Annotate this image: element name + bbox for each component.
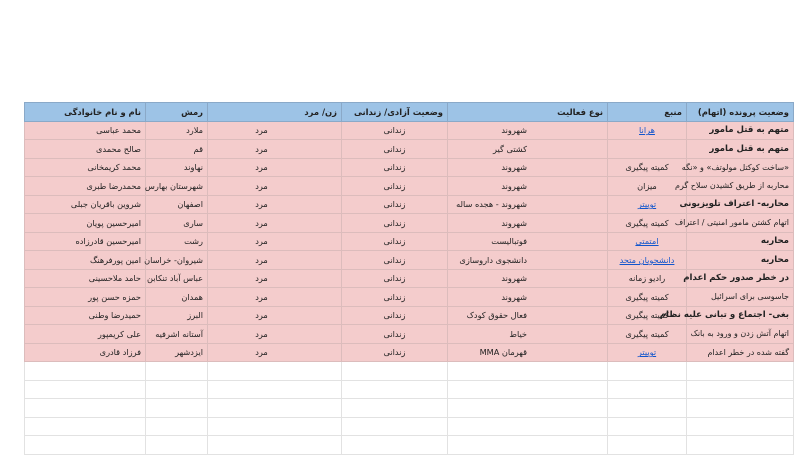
cell-activity[interactable]: شهروند <box>448 214 608 233</box>
cell-city[interactable]: ملارد <box>146 121 208 140</box>
cell-accusation[interactable]: «ساخت کوکتل مولوتف» و «نگه <box>687 158 794 177</box>
cell-city[interactable]: ایزدشهر <box>146 343 208 362</box>
cell-name[interactable]: محمد عباسی <box>25 121 146 140</box>
table-row <box>25 269 794 288</box>
cell-name[interactable]: شروین باقریان جبلی <box>25 195 146 214</box>
cell-accusation[interactable]: محاربه <box>687 232 794 251</box>
cell-status[interactable]: زندانی <box>342 269 448 288</box>
header-row <box>25 103 794 122</box>
empty-cell[interactable] <box>448 399 608 418</box>
cell-activity[interactable]: دانشجوی داروسازی <box>448 251 608 270</box>
empty-cell[interactable] <box>342 417 448 436</box>
cell-gender[interactable]: مرد <box>208 177 342 196</box>
table-row <box>25 232 794 251</box>
cell-status[interactable]: زندانی <box>342 121 448 140</box>
cell-activity[interactable]: کشتی گیر <box>448 140 608 159</box>
cell-activity[interactable]: شهروند <box>448 158 608 177</box>
cell-status[interactable]: زندانی <box>342 251 448 270</box>
cell-name[interactable]: صالح محمدی <box>25 140 146 159</box>
empty-row <box>25 362 794 381</box>
cell-status[interactable]: زندانی <box>342 288 448 307</box>
cell-accusation[interactable]: اتهام آتش زدن و ورود به بانک <box>687 325 794 344</box>
empty-cell[interactable] <box>25 399 146 418</box>
cell-status[interactable]: زندانی <box>342 325 448 344</box>
cell-name[interactable]: علی کریمپور <box>25 325 146 344</box>
empty-cell[interactable] <box>25 362 146 381</box>
empty-cell[interactable] <box>342 399 448 418</box>
cell-status[interactable]: زندانی <box>342 177 448 196</box>
source-link[interactable]: توییتر <box>637 347 657 358</box>
cell-source[interactable]: کمیته پیگیری <box>608 306 687 325</box>
cell-name[interactable]: حمزه حسن پور <box>25 288 146 307</box>
header-name[interactable]: نام و نام خانوادگی <box>25 103 146 122</box>
cell-source[interactable] <box>608 251 687 270</box>
cell-status[interactable]: زندانی <box>342 214 448 233</box>
cell-name[interactable]: امیرحسین پویان <box>25 214 146 233</box>
cell-accusation[interactable]: گفته شده در خطر اعدام <box>687 343 794 362</box>
cell-source[interactable]: کمیته پیگیری <box>608 325 687 344</box>
cell-accusation[interactable]: متهم به قتل مامور <box>687 121 794 140</box>
cell-activity[interactable]: شهروند <box>448 288 608 307</box>
empty-cell[interactable] <box>448 417 608 436</box>
cell-status[interactable]: زندانی <box>342 140 448 159</box>
table-row <box>25 214 794 233</box>
header-city[interactable]: رمش <box>146 103 208 122</box>
table-row <box>25 306 794 325</box>
cell-source[interactable]: کمیته پیگیری <box>608 288 687 307</box>
cell-accusation[interactable]: محاربه <box>687 251 794 270</box>
empty-cell[interactable] <box>687 399 794 418</box>
cell-name[interactable]: حامد ملاحسینی <box>25 269 146 288</box>
empty-row <box>25 399 794 418</box>
cell-gender[interactable]: مرد <box>208 232 342 251</box>
empty-cell[interactable] <box>448 362 608 381</box>
cell-activity[interactable]: شهروند <box>448 269 608 288</box>
table-row <box>25 158 794 177</box>
header-gender[interactable]: زن/ مرد <box>208 103 342 122</box>
empty-cell[interactable] <box>608 362 687 381</box>
cell-activity[interactable]: خیاط <box>448 325 608 344</box>
empty-cell[interactable] <box>208 399 342 418</box>
empty-cell[interactable] <box>208 417 342 436</box>
empty-cell[interactable] <box>146 399 208 418</box>
cell-source[interactable] <box>608 232 687 251</box>
cell-source[interactable] <box>608 343 687 362</box>
cell-activity[interactable]: فعال حقوق کودک <box>448 306 608 325</box>
cell-city[interactable]: عباس آباد تنکابن <box>146 269 208 288</box>
cell-source[interactable] <box>608 140 687 159</box>
cell-city[interactable]: ساری <box>146 214 208 233</box>
cell-city[interactable]: شیروان- خراسان <box>146 251 208 270</box>
cell-name[interactable]: امیرحسین قادرزاده <box>25 232 146 251</box>
spreadsheet-table <box>24 102 794 455</box>
empty-cell[interactable] <box>25 436 146 455</box>
table-row <box>25 195 794 214</box>
empty-cell[interactable] <box>342 436 448 455</box>
cell-name[interactable]: امین پورفرهنگ <box>25 251 146 270</box>
empty-cell[interactable] <box>146 380 208 399</box>
cell-accusation[interactable]: بغی- اجتماع و تبانی علیه نظام <box>687 306 794 325</box>
cell-city[interactable]: همدان <box>146 288 208 307</box>
header-activity[interactable]: نوع فعالیت <box>448 103 608 122</box>
cell-status[interactable]: زندانی <box>342 195 448 214</box>
cell-source[interactable]: کمیته پیگیری <box>608 214 687 233</box>
cell-accusation[interactable]: در خطر صدور حکم اعدام <box>687 269 794 288</box>
source-link[interactable]: دانشجویان متحد <box>619 254 675 265</box>
table-row <box>25 288 794 307</box>
empty-cell[interactable] <box>208 380 342 399</box>
table-row <box>25 177 794 196</box>
empty-cell[interactable] <box>608 380 687 399</box>
cell-activity[interactable]: فوتبالیست <box>448 232 608 251</box>
cell-accusation[interactable]: جاسوسی برای اسرائیل <box>687 288 794 307</box>
header-accusation[interactable]: وضعیت پرونده (اتهام) <box>687 103 794 122</box>
cell-city[interactable]: اصفهان <box>146 195 208 214</box>
empty-row <box>25 417 794 436</box>
cell-name[interactable]: حمیدرضا وطنی <box>25 306 146 325</box>
empty-cell[interactable] <box>608 436 687 455</box>
cell-accusation[interactable]: محاربه- اعتراف تلویزیونی <box>687 195 794 214</box>
empty-cell[interactable] <box>687 380 794 399</box>
cell-city[interactable]: نهاوند <box>146 158 208 177</box>
cell-source[interactable]: میزان <box>608 177 687 196</box>
source-link[interactable]: توییتر <box>637 199 657 210</box>
empty-cell[interactable] <box>146 362 208 381</box>
table-row <box>25 343 794 362</box>
empty-cell[interactable] <box>342 362 448 381</box>
table-row <box>25 251 794 270</box>
cell-activity[interactable]: شهروند <box>448 177 608 196</box>
cell-accusation[interactable]: محاربه از طریق کشیدن سلاح گرم <box>687 177 794 196</box>
cell-status[interactable]: زندانی <box>342 232 448 251</box>
source-link[interactable]: امتمتی <box>635 236 659 247</box>
empty-cell[interactable] <box>146 436 208 455</box>
cell-name[interactable]: محمد کریمخانی <box>25 158 146 177</box>
empty-cell[interactable] <box>687 436 794 455</box>
cell-source[interactable]: رادیو زمانه <box>608 269 687 288</box>
cell-activity[interactable]: شهروند <box>448 121 608 140</box>
empty-cell[interactable] <box>608 399 687 418</box>
cell-gender[interactable]: مرد <box>208 158 342 177</box>
cell-city[interactable]: قم <box>146 140 208 159</box>
cell-status[interactable]: زندانی <box>342 158 448 177</box>
cell-source[interactable] <box>608 121 687 140</box>
table-row <box>25 121 794 140</box>
cell-gender[interactable]: مرد <box>208 306 342 325</box>
source-link[interactable]: هرانا <box>639 125 655 136</box>
cell-city[interactable]: شهرستان بهارس <box>146 177 208 196</box>
empty-cell[interactable] <box>448 380 608 399</box>
cell-source[interactable] <box>608 195 687 214</box>
table-row <box>25 325 794 344</box>
empty-cell[interactable] <box>608 417 687 436</box>
cell-status[interactable]: زندانی <box>342 343 448 362</box>
cell-gender[interactable]: مرد <box>208 269 342 288</box>
cell-source[interactable]: کمیته پیگیری <box>608 158 687 177</box>
empty-row <box>25 436 794 455</box>
cell-gender[interactable]: مرد <box>208 195 342 214</box>
cell-accusation[interactable]: متهم به قتل مامور <box>687 140 794 159</box>
cell-gender[interactable]: مرد <box>208 288 342 307</box>
cell-gender[interactable]: مرد <box>208 251 342 270</box>
cell-name[interactable]: محمدرضا طبری <box>25 177 146 196</box>
cell-city[interactable]: آستانه اشرفیه <box>146 325 208 344</box>
cell-gender[interactable]: مرد <box>208 343 342 362</box>
empty-cell[interactable] <box>687 362 794 381</box>
cell-gender[interactable]: مرد <box>208 121 342 140</box>
cell-city[interactable]: البرز <box>146 306 208 325</box>
empty-cell[interactable] <box>25 417 146 436</box>
cell-gender[interactable]: مرد <box>208 325 342 344</box>
cell-accusation[interactable]: اتهام کشتن مامور امنیتی / اعتراف <box>687 214 794 233</box>
empty-cell[interactable] <box>687 417 794 436</box>
cell-city[interactable]: رشت <box>146 232 208 251</box>
empty-cell[interactable] <box>25 380 146 399</box>
cell-gender[interactable]: مرد <box>208 140 342 159</box>
empty-cell[interactable] <box>342 380 448 399</box>
empty-cell[interactable] <box>146 417 208 436</box>
cell-status[interactable]: زندانی <box>342 306 448 325</box>
empty-cell[interactable] <box>448 436 608 455</box>
empty-cell[interactable] <box>208 362 342 381</box>
header-source[interactable]: منبع <box>608 103 687 122</box>
empty-cell[interactable] <box>208 436 342 455</box>
header-status[interactable]: وضعیت آزادی/ زندانی <box>342 103 448 122</box>
table-row <box>25 140 794 159</box>
cell-name[interactable]: فرزاد قادری <box>25 343 146 362</box>
cell-activity[interactable]: شهروند - هجده ساله <box>448 195 608 214</box>
cell-activity[interactable]: قهرمان MMA <box>448 343 608 362</box>
empty-row <box>25 380 794 399</box>
cell-gender[interactable]: مرد <box>208 214 342 233</box>
